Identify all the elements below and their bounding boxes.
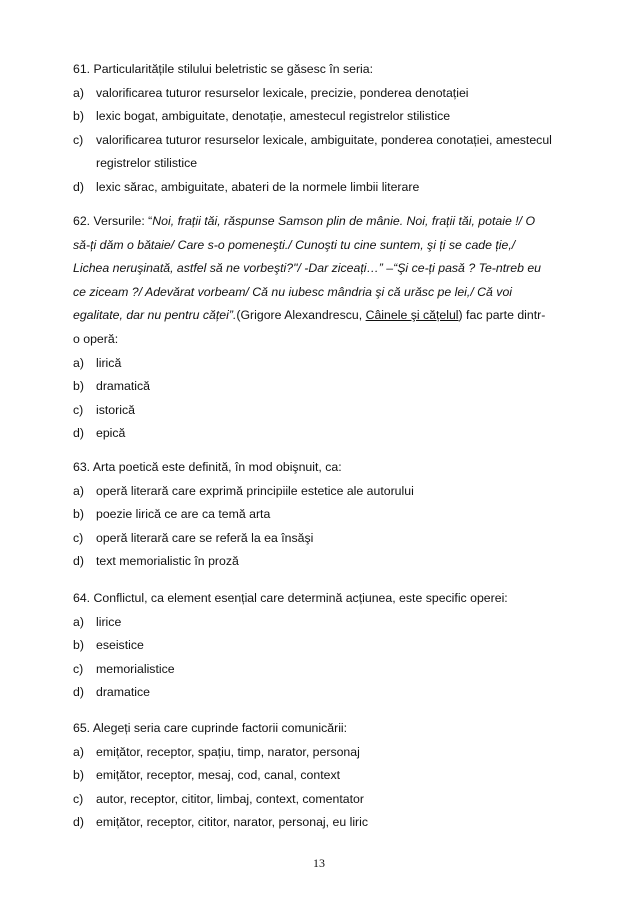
option-d — [73, 681, 578, 705]
question-stem-line — [73, 210, 578, 234]
option-a — [73, 352, 578, 376]
option-text: lexic bogat, ambiguitate, denotație, amestecul registrelor stilistice — [96, 109, 451, 124]
question-stem-line — [73, 281, 578, 305]
option-text: memorialistice — [96, 661, 175, 676]
page-number: 13 — [313, 856, 325, 870]
work-title: Câinele şi cățelul — [365, 308, 459, 323]
option-c — [73, 658, 578, 682]
question-stem-line — [73, 234, 578, 258]
question-stem: 64. Conflictul, ca element esențial care determină acțiunea, este specific operei: — [73, 591, 508, 605]
option-b — [73, 764, 578, 788]
question-64 — [73, 587, 578, 705]
option-a — [73, 480, 578, 504]
option-letter: d) — [73, 685, 84, 700]
option-a — [73, 82, 578, 106]
option-letter: c) — [73, 530, 84, 545]
question-stem-line — [73, 257, 578, 281]
option-letter: b) — [73, 507, 84, 522]
option-text: emițător, receptor, mesaj, cod, canal, context — [96, 768, 341, 783]
question-65 — [73, 717, 578, 835]
option-letter: b) — [73, 638, 84, 653]
option-letter: b) — [73, 379, 84, 394]
question-stem: 61. Particularitățile stilului beletristic se găsesc în seria: — [73, 62, 374, 76]
question-61 — [73, 58, 578, 200]
option-letter: c) — [73, 402, 84, 417]
option-text: valorificarea tuturor resurselor lexicale, precizie, ponderea denotației — [96, 85, 469, 100]
quoted-verses: Noi, frații tăi, răspunse Samson plin de mânie. Noi, frații tăi, potaie !/ O — [152, 214, 536, 228]
option-letter: c) — [73, 661, 84, 676]
option-b — [73, 503, 578, 527]
option-a — [73, 611, 578, 635]
option-text: epică — [96, 426, 126, 441]
option-letter: d) — [73, 554, 84, 569]
quoted-verses: ce ziceam ?/ Adevărat vorbeam/ Că nu iubesc mândria şi că urăsc pe lei,/ Că voi — [73, 284, 513, 299]
option-text: istorică — [96, 402, 135, 417]
option-a — [73, 741, 578, 765]
option-letter: d) — [73, 815, 84, 830]
option-text: dramatice — [96, 685, 150, 700]
stem-text: ) fac parte dintr- — [458, 308, 546, 323]
option-b — [73, 375, 578, 399]
option-d — [73, 811, 578, 835]
option-text: dramatică — [96, 379, 150, 394]
question-stem-line — [73, 304, 578, 328]
option-text: lexic sărac, ambiguitate, abateri de la normele limbii literare — [96, 179, 420, 194]
stem-text: o operă: — [73, 331, 119, 346]
option-letter: a) — [73, 85, 84, 100]
option-text: operă literară care se referă la ea însăşi — [96, 530, 314, 545]
option-b — [73, 634, 578, 658]
option-d — [73, 550, 578, 574]
question-stem: 63. Arta poetică este definită, în mod obişnuit, ca: — [73, 460, 342, 474]
quoted-verses: Lichea neruşinată, astfel să ne vorbeşti?"/ -Dar ziceați…” –“Şi ce-ți pasă ? Te-ntreb eu — [73, 261, 542, 276]
option-letter: c) — [73, 791, 84, 806]
option-d — [73, 176, 578, 200]
option-letter: c) — [73, 132, 84, 147]
option-letter: d) — [73, 426, 84, 441]
option-c-continuation: registrelor stilistice — [96, 156, 198, 171]
quoted-verses: să-ți dăm o bătaie/ Care s-o pomeneşti./ Cunoşti tu cine suntem, şi ți se cade ție,/ — [73, 237, 516, 252]
question-62 — [73, 210, 578, 446]
option-d — [73, 422, 578, 446]
option-c — [73, 527, 578, 551]
option-letter: b) — [73, 768, 84, 783]
option-b — [73, 105, 578, 129]
option-text: emițător, receptor, cititor, narator, personaj, eu liric — [96, 815, 369, 830]
author-citation: (Grigore Alexandrescu, — [236, 308, 366, 323]
option-letter: d) — [73, 179, 84, 194]
question-63 — [73, 456, 578, 574]
option-letter: b) — [73, 109, 84, 124]
option-text: poezie lirică ce are ca temă arta — [96, 507, 271, 522]
option-letter: a) — [73, 355, 84, 370]
option-text: emițător, receptor, spațiu, timp, narator, personaj — [96, 744, 360, 759]
stem-text: 62. Versurile: “ — [73, 214, 153, 228]
option-letter: a) — [73, 744, 84, 759]
option-letter: a) — [73, 614, 84, 629]
option-letter: a) — [73, 483, 84, 498]
option-text: eseistice — [96, 638, 144, 653]
option-text: lirice — [96, 614, 122, 629]
quoted-verses: egalitate, dar nu pentru căței”. — [73, 308, 237, 323]
option-c — [73, 788, 578, 812]
option-text: valorificarea tuturor resurselor lexicale, ambiguitate, ponderea conotației, amestecul — [96, 132, 552, 147]
option-text: lirică — [96, 355, 122, 370]
option-c — [73, 129, 578, 153]
option-text: operă literară care exprimă principiile estetice ale autorului — [96, 483, 414, 498]
question-stem: 65. Alegeți seria care cuprinde factorii comunicării: — [73, 721, 348, 735]
option-text: text memorialistic în proză — [96, 554, 239, 569]
option-text: autor, receptor, cititor, limbaj, context, comentator — [96, 791, 364, 806]
option-c — [73, 399, 578, 423]
question-stem-line — [73, 328, 578, 352]
